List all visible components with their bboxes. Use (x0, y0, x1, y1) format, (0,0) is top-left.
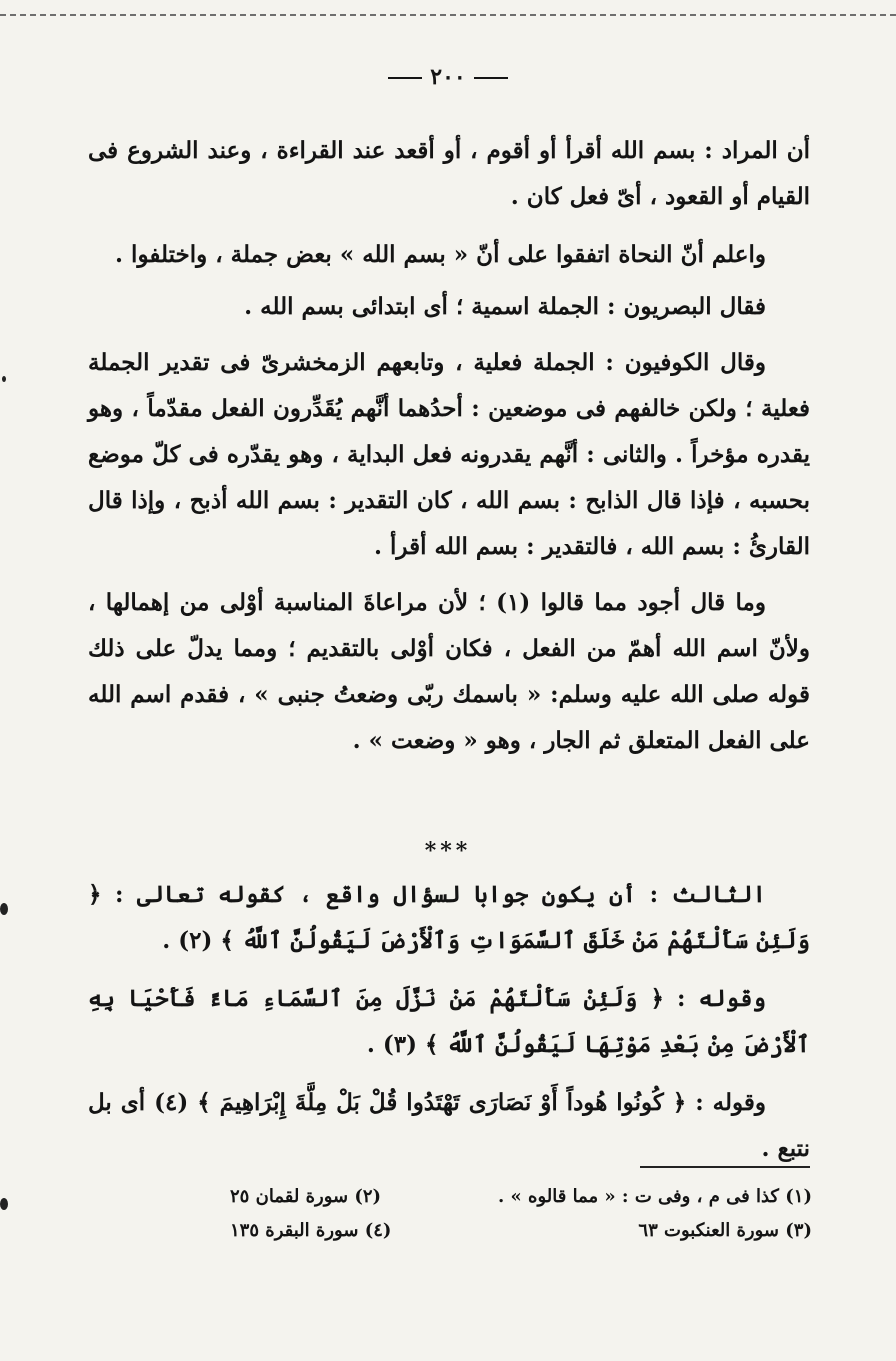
paragraph-preference: وما قال أجود مما قالوا (١) ؛ لأن مراعاةَ المناسبة أوْلى من إهمالها ، ولأنّ اسم الله أهمّ من الفعل ، فكان أوْلى بالتقديم ؛ ومما يدلّ على ذلك قوله صلى الله عليه وسلم: « باسمك ربّى وضعتُ جنبى » ، فقدم اسم الله على الفعل المتعلق ثم الجار ، وهو « وضعت » . (88, 589, 810, 754)
top-dashed-rule (0, 14, 896, 16)
section-separator: *** (424, 838, 472, 864)
paragraph-grammarians: واعلم أنّ النحاة اتفقوا على أنّ « بسم الله » بعض جملة ، واختلفوا . (115, 241, 766, 268)
scan-speck (2, 376, 6, 382)
paragraph-third: الثالث : أن يكون جوابا لسؤال واقع ، كقوله تعالى : ﴿ وَلَئِنْ سَأَلْتَهُمْ مَنْ خَلَقَ ٱلسَّمَوَاتِ وَٱلْأَرْضَ لَيَقُولُنَّ ٱللَّهُ ﴾ (٢) . (88, 881, 810, 954)
paragraph-verse-rain: وقوله : ﴿ وَلَئِنْ سَأَلْتَهُمْ مَنْ نَزَّلَ مِنَ ٱلسَّمَاءِ مَاءً فَأَحْيَا بِهِ ٱلْأَرْضَ مِنْ بَعْدِ مَوْتِهَا لَيَقُولُنَّ ٱللَّهُ ﴾ (٣) . (88, 985, 810, 1058)
paragraph-kufans: وقال الكوفيون : الجملة فعلية ، وتابعهم الزمخشرىّ فى تقدير الجملة فعلية ؛ ولكن خالفهم فى موضعين : أحدُهما أنَّهم يُقَدِّرون الفعل مقدّماً ، وهو يقدره مؤخراً . والثانى : أنَّهم يقدرونه فعل البداية ، وهو يقدّره فى كلّ موضع بحسبه ، فإذا قال الذابح : بسم الله ، كان التقدير : بسم الله أذبح ، وإذا قال القارئُ : بسم الله ، فالتقدير : بسم الله أقرأ . (88, 349, 810, 560)
footnote-row (230, 1180, 812, 1214)
header-dash-right (474, 77, 508, 79)
page-header (0, 64, 896, 90)
text-block-bottom (88, 872, 810, 1172)
footnote-3: (٣) سورة العنكبوت ٦٣ (638, 1220, 812, 1241)
footnote-4: (٤) سورة البقرة ١٣٥ (230, 1220, 392, 1241)
footnote-rule (640, 1166, 810, 1168)
text-block-top (88, 128, 810, 764)
paragraph-basrans: فقال البصريون : الجملة اسمية ؛ أى ابتدائى بسم الله . (244, 293, 766, 320)
paragraph-verse-ibrahim: وقوله : ﴿ كُونُوا هُوداً أَوْ نَصَارَى تَهْتَدُوا قُلْ بَلْ مِلَّةَ إِبْرَاهِيمَ ﴾ (٤) أى بل نتبع . (88, 1089, 810, 1162)
footnote-row (230, 1214, 812, 1248)
footnote-2: (٢) سورة لقمان ٢٥ (230, 1186, 382, 1207)
footnote-1: (١) كذا فى م ، وفى ت : « مما قالوه » . (498, 1186, 812, 1207)
scan-speck (0, 903, 8, 915)
page-number: ٢٠٠ (430, 64, 466, 90)
footnotes (230, 1180, 812, 1248)
paragraph-opening: أن المراد : بسم الله أقرأ أو أقوم ، أو أقعد عند القراءة ، وعند الشروع فى القيام أو القعود ، أىّ فعل كان . (88, 137, 810, 210)
header-dash-left (388, 77, 422, 79)
scan-speck (0, 1198, 8, 1210)
